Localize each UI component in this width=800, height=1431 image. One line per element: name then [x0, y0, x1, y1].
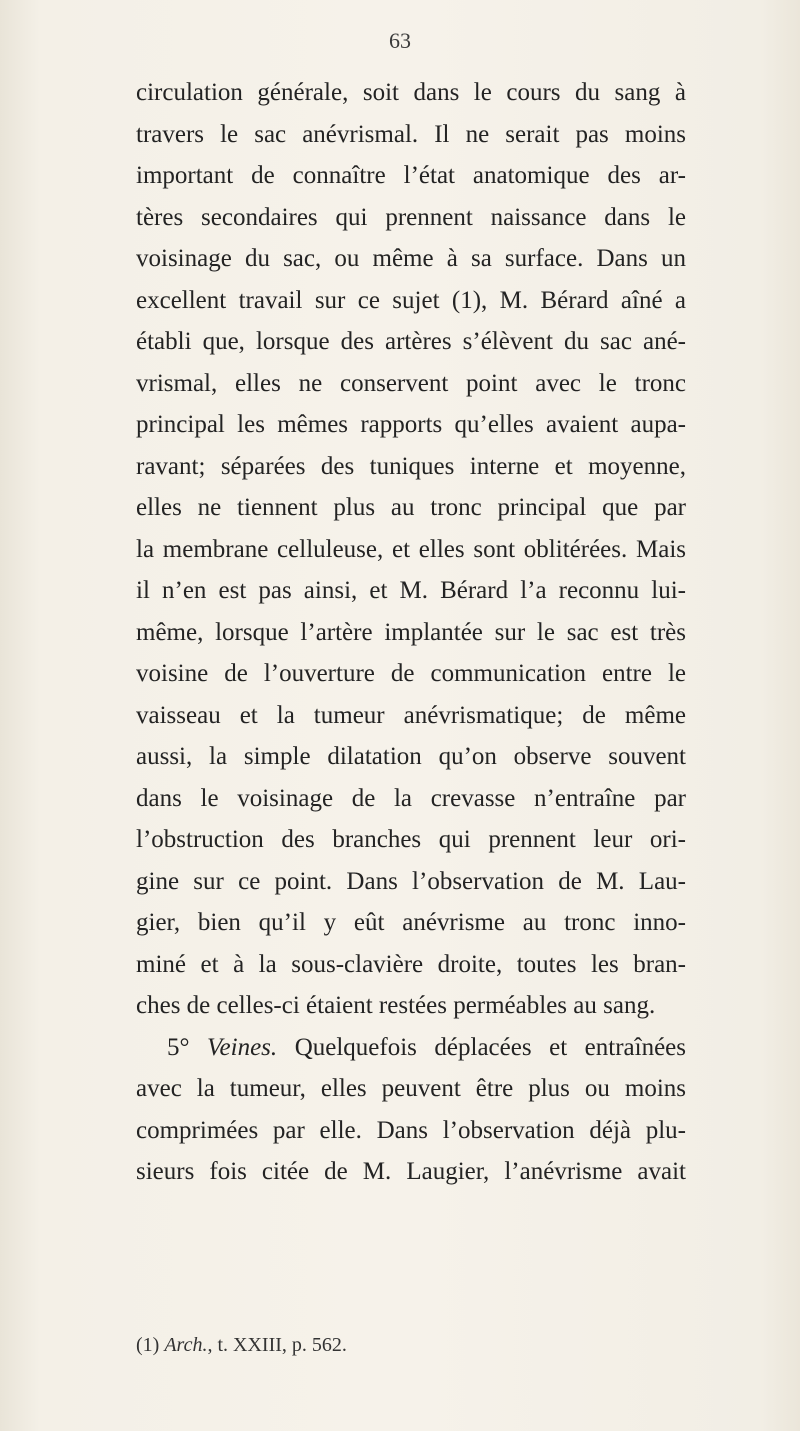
text-line: dans le voisinage de la crevasse n’entraîne par: [136, 784, 686, 812]
main-text: [136, 72, 686, 1193]
text-line: il n’en est pas ainsi, et M. Bérard l’a reconnu lui-: [136, 577, 686, 604]
text-line: vrismal, elles ne conservent point avec le tronc: [136, 369, 686, 397]
text-line: ches de celles-ci étaient restées perméables au sang.: [136, 992, 656, 1019]
text-line: sieurs fois citée de M. Laugier, l’anévrisme avait: [136, 1158, 686, 1185]
footnote: [136, 1334, 347, 1357]
section-title: Veines.: [207, 1033, 278, 1061]
section-first-line: Quelquefois déplacées et entraînées: [294, 1033, 686, 1061]
text-line: établi que, lorsque des artères s’élèvent du sac ané-: [136, 328, 686, 355]
text-line: important de connaître l’état anatomique des ar-: [136, 162, 686, 189]
footnote-source: Arch.: [164, 1334, 208, 1356]
text-line: principal les mêmes rapports qu’elles avaient aupa-: [136, 411, 686, 438]
text-line: excellent travail sur ce sujet (1), M. Bérard aîné a: [136, 286, 686, 314]
text-line: voisinage du sac, ou même à sa surface. Dans un: [136, 245, 686, 272]
section-number: 5°: [167, 1033, 190, 1061]
text-line: même, lorsque l’artère implantée sur le sac est très: [136, 618, 686, 646]
text-line: travers le sac anévrismal. Il ne serait pas moins: [136, 120, 686, 148]
text-line: voisine de l’ouverture de communication entre le: [136, 660, 686, 687]
text-line: gier, bien qu’il y eût anévrisme au tronc inno-: [136, 909, 686, 936]
text-line: aussi, la simple dilatation qu’on observe souvent: [136, 743, 686, 770]
text-line: comprimées par elle. Dans l’observation déjà plu-: [136, 1116, 686, 1144]
section-heading-line: [136, 1027, 686, 1069]
text-line: miné et à la sous-clavière droite, toutes les bran-: [136, 950, 686, 978]
page-number: 63: [389, 28, 411, 53]
text-line: vaisseau et la tumeur anévrismatique; de même: [136, 701, 686, 729]
text-line: avec la tumeur, elles peuvent être plus ou moins: [136, 1075, 686, 1102]
text-line: tères secondaires qui prennent naissance dans le: [136, 203, 686, 231]
text-line: gine sur ce point. Dans l’observation de M. Lau-: [136, 867, 686, 895]
footnote-ref: , t. XXIII, p. 562.: [207, 1334, 347, 1356]
text-line: ravant; séparées des tuniques interne et moyenne,: [136, 452, 686, 480]
text-line: la membrane celluleuse, et elles sont oblitérées. Mais: [136, 535, 686, 563]
text-line: l’obstruction des branches qui prennent leur ori-: [136, 826, 686, 853]
text-line: circulation générale, soit dans le cours du sang à: [136, 79, 686, 106]
footnote-marker: (1): [136, 1334, 160, 1356]
text-line: elles ne tiennent plus au tronc principal que par: [136, 494, 686, 521]
